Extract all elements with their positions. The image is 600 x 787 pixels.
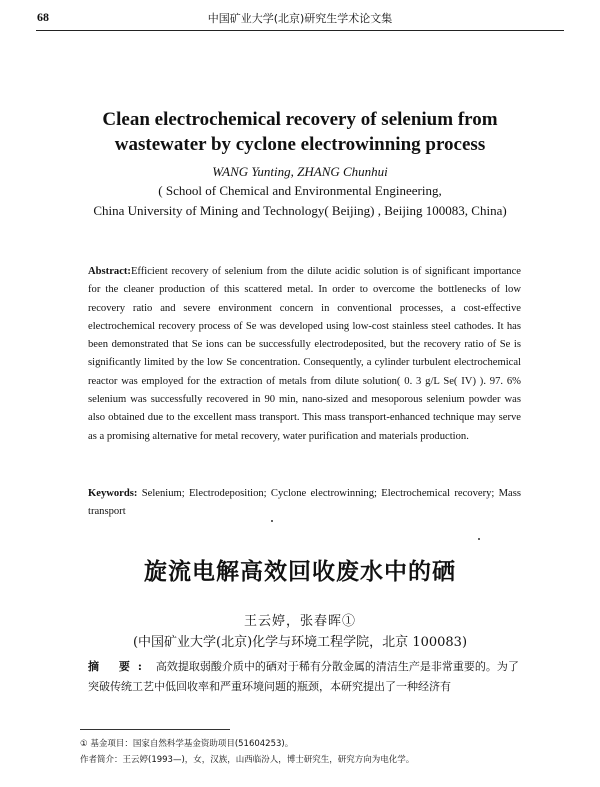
title-line-1: Clean electrochemical recovery of selenium from [102, 109, 498, 130]
scan-speck [478, 538, 480, 540]
footnote-rule [80, 729, 230, 730]
chinese-abstract-label: 摘 要: [88, 660, 150, 673]
abstract [88, 263, 521, 446]
chinese-authors: 王云婷，张春晖① [243, 614, 356, 629]
keywords [88, 485, 521, 522]
abstract-text: Efficient recovery of selenium from the dilute acidic solution is of significant importance for the cleaner production of this scattered metal. In order to overcome the bottlenecks of low recovery ratio and severe environment concern in conventional processes, a cost-effective electrochemical recovery process of Se was developed using low-cost stainless steel cathodes. It has been demonstrated that Se ions can be successfully electrodeposited, but the recovery ratio of Se is significantly limited by the low Se concentration. Consequently, a cylinder turbulent electrochemical reactor was employed for the extraction of metals from dilute solution( 0. 3 g/L Se( IV) ). 97. 6% selenium was successfully recovered in 90 min, nano-sized and mesoporous selenium powder was also obtained due to the excellent mass transport. This mass transport-enhanced technique may serve as a promising alternative for metal recovery, water purification and materials production. [88, 266, 521, 442]
chinese-abstract [88, 657, 528, 697]
running-header: 中国矿业大学(北京)研究生学术论文集 [207, 12, 393, 25]
paper-title [40, 107, 560, 157]
affiliation-line-1: ( School of Chemical and Environmental Engineering, [158, 183, 442, 198]
title-line-2: wastewater by cyclone electrowinning process [114, 134, 486, 155]
abstract-label: Abstract: [88, 266, 131, 277]
scan-speck [271, 520, 273, 522]
chinese-affiliation: (中国矿业大学(北京)化学与环境工程学院，北京 100083) [132, 635, 468, 650]
page-number: 68 [37, 10, 49, 24]
affiliation-line-2: China University of Mining and Technology( Beijing) , Beijing 100083, China) [93, 203, 507, 218]
keywords-text: Selenium; Electrodeposition; Cyclone electrowinning; Electrochemical recovery; Mass transport [88, 488, 521, 518]
chinese-title: 旋流电解高效回收废水中的硒 [144, 558, 456, 585]
keywords-label: Keywords: [88, 488, 138, 499]
footnote-author-bio: 作者简介：王云婷(1993—)，女，汉族，山西临汾人，博士研究生，研究方向为电化学。 [80, 755, 415, 765]
header-rule [36, 30, 564, 31]
chinese-abstract-text: 高效提取弱酸介质中的硒对于稀有分散金属的清洁生产是非常重要的。为了突破传统工艺中低回收率和严重环境问题的瓶颈，本研究提出了一种经济有 [88, 660, 519, 693]
footnote-fund: ① 基金项目：国家自然科学基金资助项目(51604253)。 [80, 739, 294, 749]
authors: WANG Yunting, ZHANG Chunhui [212, 164, 388, 179]
